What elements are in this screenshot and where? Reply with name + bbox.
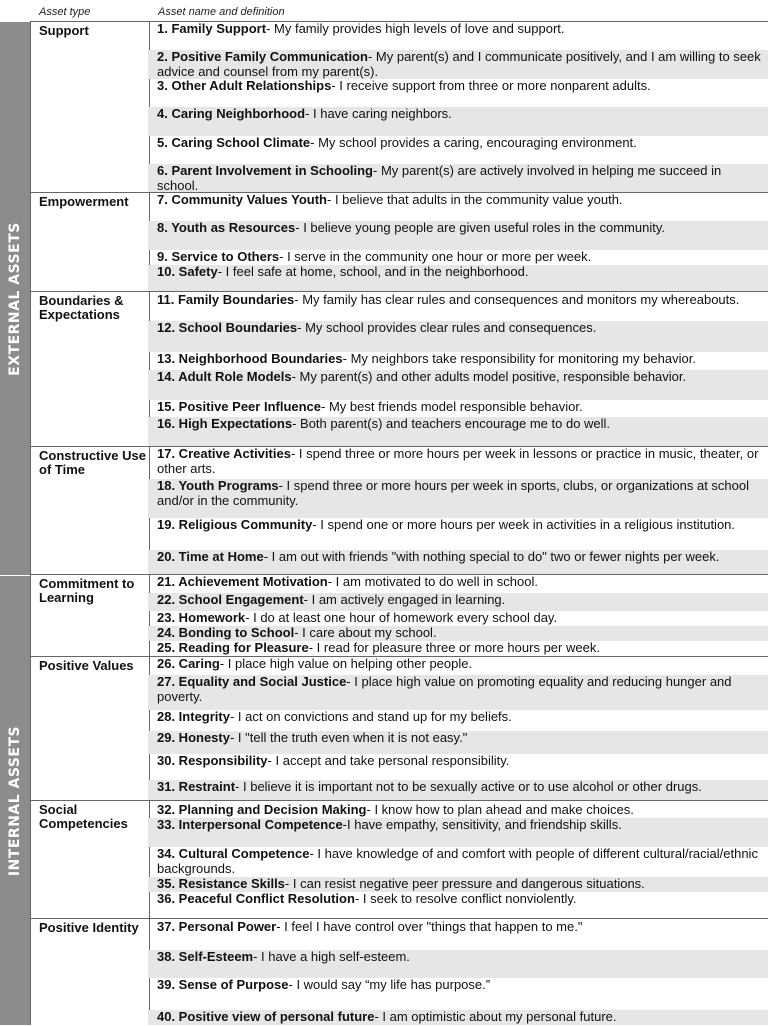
asset-name: 21. Achievement Motivation [157,574,328,589]
asset-name: 23. Homework [157,610,246,625]
asset-type-cell [30,447,150,575]
asset-row [148,611,768,626]
asset-definition: - My family has clear rules and consequences and monitors my whereabouts. [294,292,740,307]
asset-row [148,920,768,950]
internal-assets-label: INTERNAL ASSETS [7,725,23,876]
external-assets-label: EXTERNAL ASSETS [7,221,23,376]
asset-definition: - I would say “my life has purpose.” [288,977,491,992]
asset-type-label: Empowerment [39,194,129,209]
asset-definition: - My parent(s) and other adults model positive, responsible behavior. [291,369,687,384]
asset-row [148,847,768,877]
asset-name: 37. Personal Power [157,919,277,934]
asset-type-label: Commitment to Learning [39,576,135,605]
asset-definition: - I know how to plan ahead and make choices. [366,802,634,817]
asset-name: 8. Youth as Resources [157,220,296,235]
asset-definition: - I do at least one hour of homework every school day. [245,610,558,625]
asset-definition: - I am motivated to do well in school. [327,574,538,589]
asset-name: 38. Self-Esteem [157,949,254,964]
asset-name: 20. Time at Home [157,549,264,564]
asset-name: 34. Cultural Competence [157,846,310,861]
asset-row [148,250,768,265]
asset-type-cell [30,292,150,447]
asset-row [148,265,768,292]
asset-row [148,518,768,550]
asset-type-label: Support [39,23,89,38]
asset-name: 5. Caring School Climate [157,135,311,150]
asset-type-cell [30,193,150,292]
asset-name: 35. Resistance Skills [157,876,285,891]
asset-definition: - I spend three or more hours per week in sports, clubs, or organizations at school and/or in the community. [157,478,750,508]
asset-definition: - I have caring neighbors. [305,106,452,121]
asset-name: 7. Community Values Youth [157,192,327,207]
asset-group [30,446,768,575]
asset-name: 27. Equality and Social Justice [157,674,347,689]
asset-type-cell [30,22,150,193]
asset-type-cell [30,575,150,657]
asset-definition: - I believe that adults in the community value youth. [327,192,623,207]
asset-name: 36. Peaceful Conflict Resolution [157,891,355,906]
asset-definition: - I accept and take personal responsibility. [267,753,510,768]
asset-name: 30. Responsibility [157,753,268,768]
asset-group [30,291,768,447]
asset-definition: - I care about my school. [294,625,437,640]
asset-name: 22. School Engagement [157,592,304,607]
asset-row [148,22,768,50]
asset-row [148,221,768,250]
asset-name: 2. Positive Family Communication [157,49,368,64]
asset-definition: - My best friends model responsible behavior. [321,399,583,414]
asset-type-label: Social Competencies [39,802,128,831]
asset-type-cell [30,919,150,1025]
asset-name: 19. Religious Community [157,517,313,532]
asset-row [148,877,768,892]
asset-group [30,21,768,193]
asset-name: 10. Safety [157,264,218,279]
asset-row [148,50,768,79]
asset-definition: - I seek to resolve conflict nonviolently. [354,891,577,906]
asset-row [148,479,768,518]
asset-row [148,675,768,710]
asset-definition: - I have a high self-esteem. [253,949,410,964]
asset-row [148,193,768,221]
asset-definition: - My parent(s) are actively involved in helping me succeed in school. [157,163,722,193]
asset-name: 39. Sense of Purpose [157,977,289,992]
asset-name: 13. Neighborhood Boundaries [157,351,343,366]
asset-definition: - I "tell the truth even when it is not easy." [229,730,468,745]
asset-row [148,731,768,754]
asset-name-header: Asset name and definition [158,6,285,18]
asset-definition: -I have empathy, sensitivity, and friendship skills. [342,817,622,832]
asset-definition: - I spend one or more hours per week in activities in a religious institution. [312,517,736,532]
asset-row [148,780,768,801]
asset-definition: - I am optimistic about my personal future. [374,1009,617,1024]
asset-row [148,978,768,1010]
asset-definition: - I am actively engaged in learning. [303,592,506,607]
asset-name: 12. School Boundaries [157,320,298,335]
asset-type-label: Boundaries & Expectations [39,293,124,322]
asset-definition: - I read for pleasure three or more hours per week. [308,640,600,655]
asset-row [148,641,768,657]
asset-row [148,593,768,611]
asset-definition: - I feel I have control over "things that happen to me." [276,919,583,934]
asset-definition: - I have knowledge of and comfort with people of different cultural/racial/ethnic backgrounds. [157,846,758,876]
asset-definition: - I receive support from three or more nonparent adults. [331,78,651,93]
asset-row [148,710,768,731]
asset-row [148,754,768,780]
asset-name: 14. Adult Role Models [157,369,292,384]
asset-type-label: Positive Values [39,658,134,673]
external-assets-band [0,21,30,576]
asset-row [148,1010,768,1025]
internal-assets-band [0,575,30,1026]
asset-name: 4. Caring Neighborhood [157,106,306,121]
asset-definition: - I feel safe at home, school, and in the neighborhood. [217,264,529,279]
asset-name: 17. Creative Activities [157,446,291,461]
asset-row [148,657,768,675]
asset-definition: - I spend three or more hours per week in lessons or practice in music, theater, or other arts. [157,446,759,476]
asset-name: 1. Family Support [157,21,267,36]
asset-definition: - My school provides clear rules and consequences. [297,320,597,335]
asset-type-label: Constructive Use of Time [39,448,146,477]
asset-group [30,192,768,292]
asset-row [148,950,768,978]
asset-name: 29. Honesty [157,730,230,745]
asset-name: 25. Reading for Pleasure [157,640,309,655]
asset-row [148,107,768,136]
asset-name: 28. Integrity [157,709,230,724]
asset-name: 11. Family Boundaries [157,292,295,307]
asset-definition: - I am out with friends "with nothing special to do" two or fewer nights per week. [263,549,720,564]
asset-definition: - My school provides a caring, encouraging environment. [310,135,637,150]
asset-type-label: Positive Identity [39,920,139,935]
asset-row [148,79,768,107]
asset-definition: - I can resist negative peer pressure and dangerous situations. [284,876,645,891]
asset-row [148,417,768,447]
asset-definition: - My family provides high levels of love and support. [266,21,565,36]
asset-group [30,800,768,919]
asset-row [148,626,768,641]
asset-name: 9. Service to Others [157,249,280,264]
asset-row [148,400,768,417]
asset-row [148,352,768,370]
asset-definition: - I act on convictions and stand up for my beliefs. [229,709,512,724]
asset-definition: - My parent(s) and I communicate positively, and I am willing to seek advice and counsel from my parent(s). [157,49,761,79]
asset-group [30,574,768,657]
asset-name: 3. Other Adult Relationships [157,78,332,93]
asset-row [148,550,768,575]
asset-row [148,818,768,847]
asset-row [148,321,768,352]
asset-group [30,918,768,1025]
asset-row [148,164,768,193]
asset-definition: - Both parent(s) and teachers encourage me to do well. [292,416,611,431]
asset-name: 18. Youth Programs [157,478,279,493]
asset-name: 16. High Expectations [157,416,293,431]
asset-name: 26. Caring [157,656,220,671]
asset-row [148,892,768,919]
asset-type-header: Asset type [39,6,91,18]
asset-definition: - I place high value on helping other people. [219,656,473,671]
asset-name: 15. Positive Peer Influence [157,399,322,414]
asset-definition: - My neighbors take responsibility for monitoring my behavior. [342,351,696,366]
asset-name: 24. Bonding to School [157,625,295,640]
asset-type-cell [30,801,150,919]
asset-definition: - I believe it is important not to be sexually active or to use alcohol or other drugs. [235,779,702,794]
asset-name: 40. Positive view of personal future [157,1009,375,1024]
asset-name: 6. Parent Involvement in Schooling [157,163,373,178]
asset-definition: - I believe young people are given useful roles in the community. [295,220,665,235]
asset-name: 33. Interpersonal Competence [157,817,343,832]
asset-row [148,293,768,321]
asset-row [148,803,768,818]
asset-definition: - I serve in the community one hour or more per week. [279,249,592,264]
asset-definition: - I place high value on promoting equality and reducing hunger and poverty. [157,674,732,704]
asset-name: 31. Restraint [157,779,236,794]
asset-row [148,370,768,400]
asset-row [148,447,768,479]
asset-type-cell [30,657,150,801]
asset-group [30,656,768,801]
asset-row [148,136,768,164]
asset-name: 32. Planning and Decision Making [157,802,367,817]
asset-row [148,575,768,593]
